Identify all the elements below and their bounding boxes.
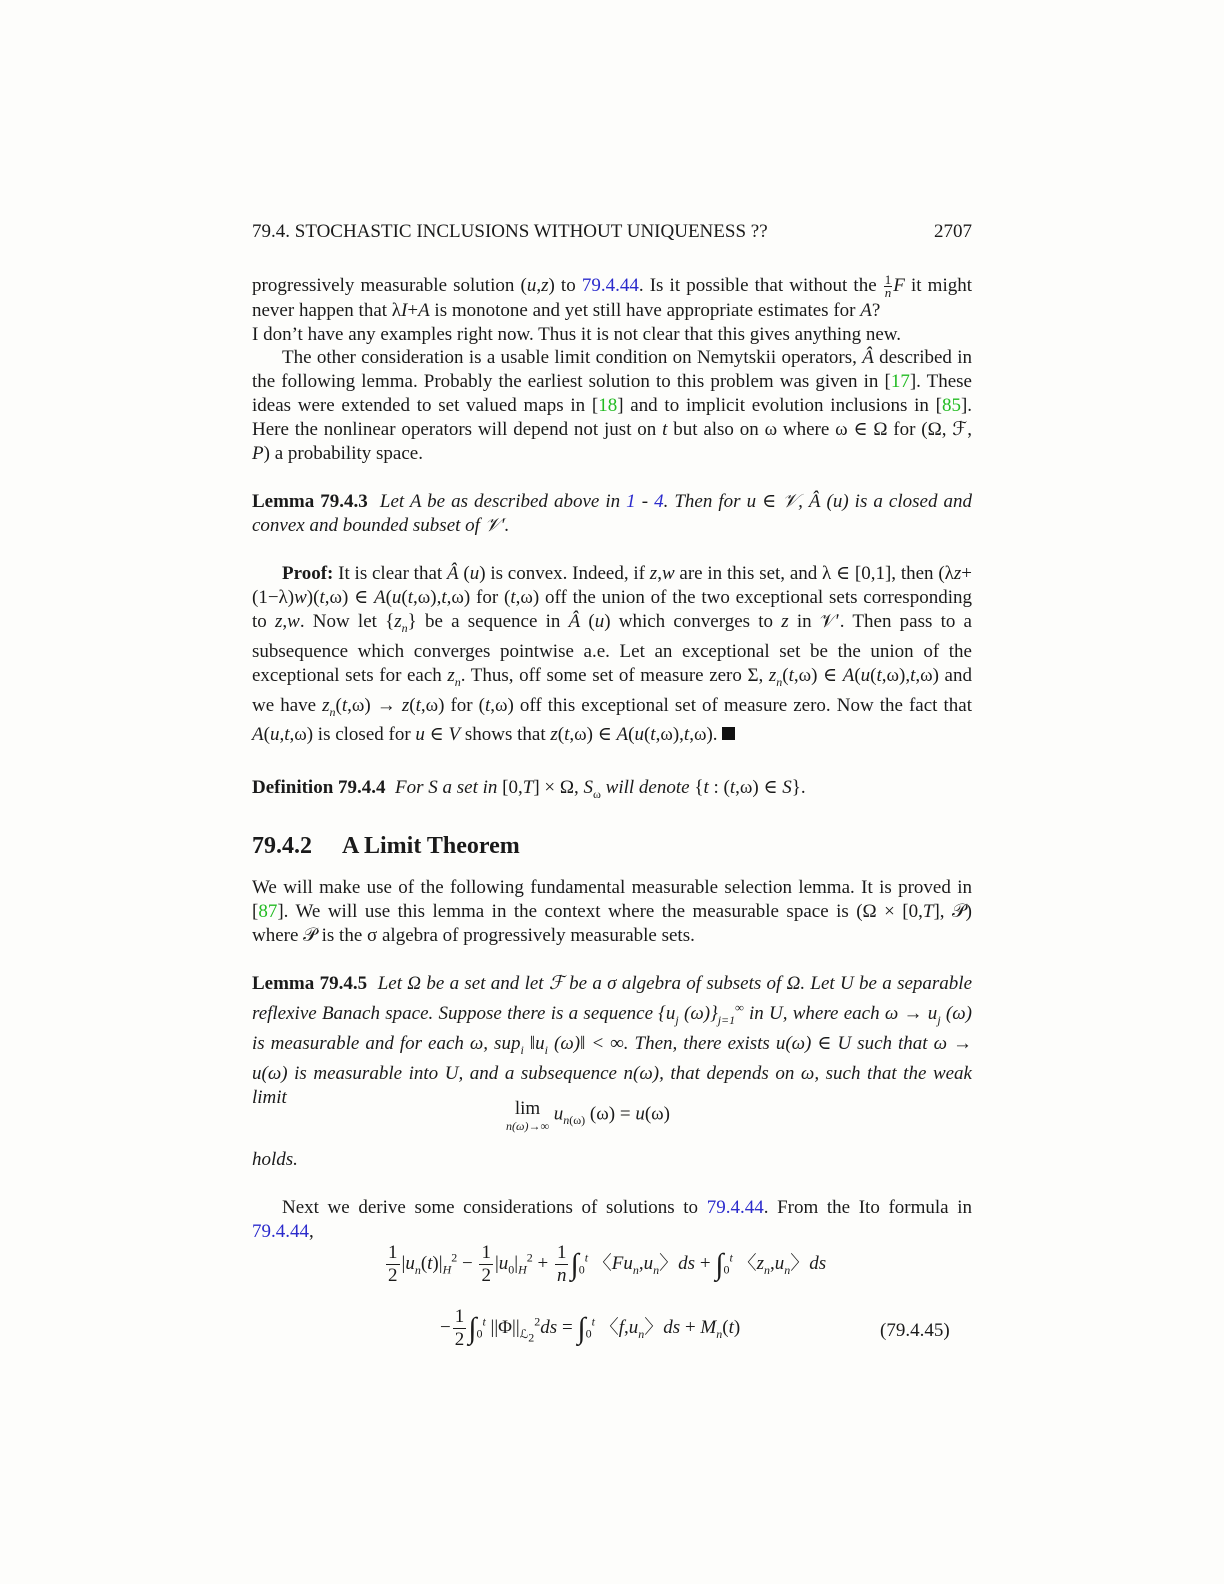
running-header <box>252 220 972 244</box>
proof-label: Proof: <box>282 563 334 584</box>
ito-equation-line-1: $\frac{1}{2}$ $|u_n(t)|_H^2$ − $\frac{1}{2}$ $|u_0|_H^2$ + $\frac{1}{n}$ $\int_0^t$ 〈$Fu_n,u_n$〉ds + $\int_0^t$ 〈$z_n,u_n$〉ds <box>388 1242 827 1286</box>
citation-link[interactable]: 17 <box>890 371 910 392</box>
lemma-79-4-3: Lemma 79.4.3 Let A be as described above in 1 - 4. Then for u ∈ 𝒱, Â (u) is a closed and convex and bounded subset of 𝒱′. <box>252 491 973 536</box>
citation-link[interactable]: 18 <box>598 395 618 416</box>
section-heading <box>252 834 972 858</box>
intro-line-3: I don’t have any examples right now. Thus it is not clear that this gives anything new. <box>252 324 902 346</box>
paragraph-nemytskii: The other consideration is a usable limit condition on Nemytskii operators, Â described in the following lemma. Probably the earliest solution to this problem was given in [17]. These ideas were extended to set valued maps in [18] and to implicit evolution inclusions in [85]. Here the nonlinear operators will depend not just on t but also on ω where ω ∈ Ω for (Ω, ℱ, P) a probability space. <box>252 347 973 464</box>
section-title: A Limit Theorem <box>342 833 520 859</box>
item-link[interactable]: 4 <box>654 491 664 512</box>
paragraph-tail: a probability space. <box>274 443 423 464</box>
equation-link[interactable]: 79.4.44 <box>252 1221 309 1242</box>
proof: Proof: It is clear that Â (u) is convex. Indeed, if z,w are in this set, and λ ∈ [0,1], then (λz+(1−λ)w)(t,ω) ∈ A(u(t,ω),t,ω) for (t,ω) off the union of the two exceptional sets corresponding to z,w. Now let $\{z_n\}$ be a sequence in Â (u) which converges to z in 𝒱′. Then pass to a subsequence which converges pointwise a.e. Let an exceptional set be the union of the exceptional sets for each $z_n$. Thus, off some set of measure zero Σ, $z_n(t,\omega)$ ∈ A(u(t,ω),t,ω) and we have $z_n(t,\omega) \to z(t,\omega)$ for (t,ω) off this exceptional set of measure zero. Now the fact that A(u,t,ω) is closed for u ∈ V shows that z(t,ω) ∈ A(u(t,ω),t,ω). <box>252 563 973 746</box>
section-number: 79.4.2 <box>252 833 312 859</box>
definition-79-4-4: Definition 79.4.4 For S a set in [0,T] × Ω, $S_\omega$ will denote {t : (t,ω) ∈ S}. <box>252 777 806 801</box>
limit-equation: lim n(ω)→∞ $u_{n(\omega)}$ (ω) = u(ω) <box>506 1098 670 1133</box>
lemma-holds: holds. <box>252 1149 298 1170</box>
lemma-label: Lemma 79.4.5 <box>252 973 368 994</box>
paragraph-ito: Next we derive some considerations of solutions to 79.4.44. From the Ito formula in 79.4.44, <box>252 1197 972 1242</box>
paragraph-selection-lemma: We will make use of the following fundamental measurable selection lemma. It is proved in [87]. We will use this lemma in the context where the measurable space is (Ω × [0,T], 𝒫) where 𝒫 is the σ algebra of progressively measurable sets. <box>252 877 972 946</box>
intro-paragraph: progressively measurable solution (u,z) to 79.4.44. Is it possible that without the $\frac{1}{n}$ F it might never happen that λI+A is monotone and yet still have appropriate estimates for A? I don’t have any examples right now. Thus it is not clear that this gives anything new. <box>252 272 972 346</box>
equation-link[interactable]: 79.4.44 <box>706 1197 764 1218</box>
equation-number: (79.4.45) <box>880 1320 950 1341</box>
ito-equation-line-2: − $\frac{1}{2}$ $\int_0^t$ $||\Phi||_{ℒ_2}^2ds = \int_0^t$ 〈$f,u_n$〉ds + $M_n(t)$ <box>440 1306 741 1350</box>
definition-label: Definition 79.4.4 <box>252 777 386 798</box>
citation-link[interactable]: 87 <box>258 901 278 922</box>
paragraph-line: We will make use of the following fundamental measurable selection lemma. It is proved in <box>252 877 972 898</box>
page-number: 2707 <box>934 221 972 242</box>
running-title: 79.4. STOCHASTIC INCLUSIONS WITHOUT UNIQUENESS ?? <box>252 221 768 242</box>
citation-link[interactable]: 85 <box>941 395 961 416</box>
qed-symbol <box>722 727 735 740</box>
lemma-79-4-5: Lemma 79.4.5 Let Ω be a set and let ℱ be a σ algebra of subsets of Ω. Let U be a separable reflexive Banach space. Suppose there is a sequence {$u_j$ $(\omega)\}_{j=1}^\infty$ in U, where each $\omega \to u_j$ (ω) is measurable and for each ω, sup$_i$ $‖u_i$ (ω)‖ < ∞. Then, there exists u(ω) ∈ U such that ω → u(ω) is measurable into U, and a subsequence n(ω), that depends on ω, such that the weak limit <box>252 973 973 1108</box>
equation-link[interactable]: 79.4.44 <box>581 275 639 296</box>
item-link[interactable]: 1 <box>626 491 636 512</box>
lemma-label: Lemma 79.4.3 <box>252 491 368 512</box>
